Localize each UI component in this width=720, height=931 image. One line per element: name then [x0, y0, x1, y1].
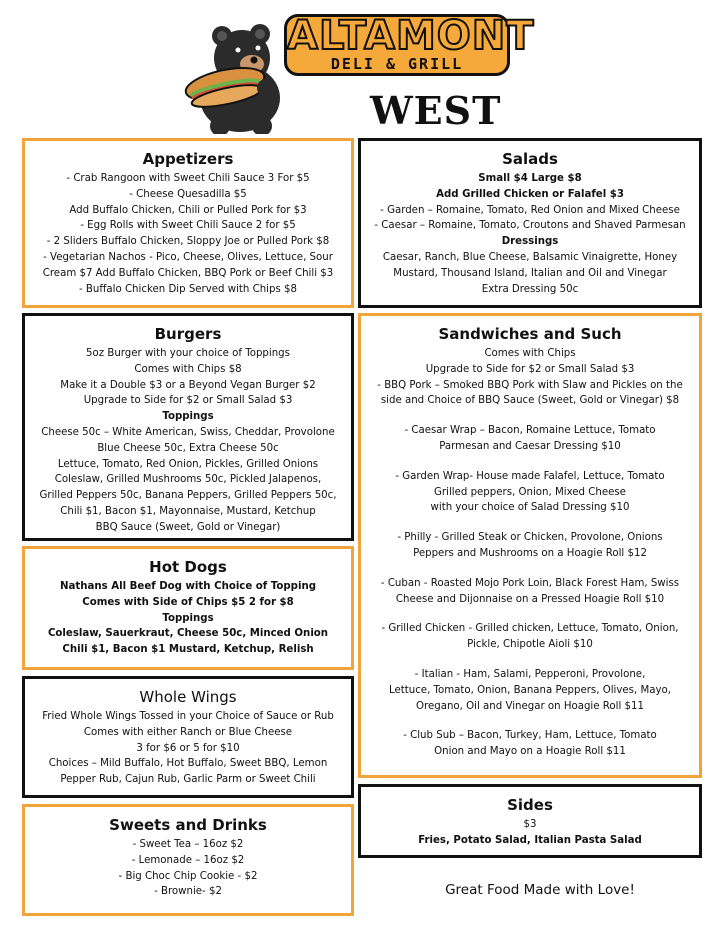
sandwich-item [361, 423, 699, 455]
menu-line: Parmesan and Caesar Dressing $10 [439, 440, 621, 452]
menu-line: - Big Choc Chip Cookie - $2 [118, 870, 258, 882]
menu-line: Add Buffalo Chicken, Chili or Pulled Pork for $3 [69, 204, 307, 216]
brand-name: ALTAMONT [287, 13, 535, 59]
menu-line: Nathans All Beef Dog with Choice of Topping [59, 581, 316, 592]
menu-line: Cheese 50c – White American, Swiss, Cheddar, Provolone [41, 426, 335, 438]
menu-line: Oregano, Oil and Vinegar on Hoagie Roll $11 [416, 700, 644, 712]
section-title: Salads [502, 150, 558, 168]
menu-line: Coleslaw, Grilled Mushrooms 50c, Pickled Jalapenos, [54, 474, 322, 486]
section-title: Appetizers [142, 150, 234, 168]
menu-line: - Garden – Romaine, Tomato, Red Onion and Mixed Cheese [380, 204, 680, 216]
menu-line: Comes with either Ranch or Blue Cheese [83, 726, 293, 738]
menu-line: Peppers and Mushrooms on a Hoagie Roll $12 [413, 547, 647, 559]
menu-line: Comes with Side of Chips $5 2 for $8 [82, 596, 294, 608]
dressings-title: Dressings [501, 236, 559, 248]
bear-mascot-icon [180, 18, 300, 134]
menu-line: Fried Whole Wings Tossed in your Choice of Sauce or Rub [42, 711, 334, 722]
menu-line: Extra Dressing 50c [481, 283, 579, 295]
salad-prices: Small $4 Large $8 [478, 173, 582, 184]
brand-location: WEST [370, 88, 502, 133]
menu-line: 3 for $6 or 5 for $10 [136, 742, 240, 754]
menu-line: - Caesar Wrap – Bacon, Romaine Lettuce, Tomato [404, 425, 656, 437]
salad-addon: Add Grilled Chicken or Falafel $3 [436, 188, 624, 200]
menu-line: - Grilled Chicken - Grilled chicken, Lettuce, Tomato, Onion, [381, 623, 679, 635]
menu-line: Chili $1, Bacon $1, Mayonnaise, Mustard, Ketchup [60, 505, 316, 517]
menu-line: - Vegetarian Nachos - Pico, Cheese, Olives, Lettuce, Sour [43, 251, 333, 263]
menu-line: Onion and Mayo on a Hoagie Roll $11 [434, 746, 626, 758]
menu-line: Comes with Chips [484, 348, 576, 359]
appetizers-section [22, 138, 354, 308]
sweets-section [22, 804, 354, 916]
menu-line: - 2 Sliders Buffalo Chicken, Sloppy Joe or Pulled Pork $8 [46, 236, 330, 248]
sandwich-item [361, 667, 699, 714]
hotdogs-section [22, 546, 354, 670]
menu-line: - Cheese Quesadilla $5 [129, 188, 247, 200]
menu-line: - Italian - Ham, Salami, Pepperoni, Provolone, [414, 668, 646, 680]
menu-line: - Garden Wrap- House made Falafel, Lettuce, Tomato [395, 470, 665, 482]
menu-line: Upgrade to Side for $2 or Small Salad $3 [83, 395, 293, 407]
toppings-title: Toppings [162, 612, 214, 624]
wings-section [22, 676, 354, 798]
menu-line: - Lemonade – 16oz $2 [131, 854, 245, 866]
section-title: Sandwiches and Such [438, 325, 622, 343]
menu-line: Caesar, Ranch, Blue Cheese, Balsamic Vinaigrette, Honey [382, 251, 678, 263]
menu-line: Grilled peppers, Onion, Mixed Cheese [434, 486, 626, 498]
menu-line: side and Choice of BBQ Sauce (Sweet, Gold or Vinegar) $8 [380, 395, 680, 407]
menu-line: - BBQ Pork – Smoked BBQ Pork with Slaw and Pickles on the [377, 379, 683, 391]
menu-line: Comes with Chips $8 [134, 363, 242, 375]
menu-line: - Caesar – Romaine, Tomato, Croutons and Shaved Parmesan [374, 220, 686, 232]
menu-line: - Philly - Grilled Steak or Chicken, Provolone, Onions [397, 532, 663, 544]
section-title: Hot Dogs [149, 558, 227, 576]
menu-line: with your choice of Salad Dressing $10 [430, 502, 630, 514]
menu-line: Pepper Rub, Cajun Rub, Garlic Parm or Sweet Chili [60, 774, 316, 786]
menu-line: Pickle, Chipotle Aioli $10 [467, 639, 593, 651]
sandwich-item [361, 576, 699, 608]
sandwich-item [361, 621, 699, 653]
sandwich-item [361, 530, 699, 562]
section-title: Sides [507, 796, 553, 814]
sandwich-item [361, 728, 699, 760]
menu-line: Lettuce, Tomato, Onion, Banana Peppers, Olives, Mayo, [388, 684, 671, 696]
menu-line: Upgrade to Side for $2 or Small Salad $3 [425, 363, 635, 375]
logo-header [180, 6, 535, 134]
menu-line: Grilled Peppers 50c, Banana Peppers, Grilled Peppers 50c, [39, 490, 337, 502]
menu-line: 5oz Burger with your choice of Toppings [86, 348, 290, 359]
section-title: Sweets and Drinks [109, 816, 267, 834]
menu-line: - Cuban - Roasted Mojo Pork Loin, Black Forest Ham, Swiss [380, 577, 680, 589]
sides-price: $3 [523, 819, 537, 830]
menu-line: BBQ Sauce (Sweet, Gold or Vinegar) [95, 521, 281, 533]
menu-line: - Buffalo Chicken Dip Served with Chips $8 [79, 283, 297, 295]
menu-line: Mustard, Thousand Island, Italian and Oil and Vinegar [393, 267, 667, 279]
menu-line: - Crab Rangoon with Sweet Chili Sauce 3 For $5 [66, 173, 310, 184]
sides-section [358, 784, 702, 858]
sides-items: Fries, Potato Salad, Italian Pasta Salad [418, 834, 642, 846]
toppings-title: Toppings [162, 411, 214, 423]
salads-section [358, 138, 702, 308]
menu-line: Lettuce, Tomato, Red Onion, Pickles, Grilled Onions [57, 458, 319, 470]
sandwich-item [361, 469, 699, 516]
tagline: Great Food Made with Love! [445, 882, 635, 898]
section-title: Whole Wings [139, 688, 237, 706]
menu-line: Blue Cheese 50c, Extra Cheese 50c [97, 442, 279, 454]
menu-line: Chili $1, Bacon $1 Mustard, Ketchup, Relish [62, 644, 314, 656]
section-title: Burgers [154, 325, 222, 343]
menu-line: Coleslaw, Sauerkraut, Cheese 50c, Minced Onion [47, 628, 329, 640]
burgers-section [22, 313, 354, 541]
sandwiches-section [358, 313, 702, 778]
menu-line: Cheese and Dijonnaise on a Pressed Hoagie Roll $10 [395, 593, 665, 605]
menu-line: - Egg Rolls with Sweet Chili Sauce 2 for $5 [80, 220, 296, 232]
menu-line: Make it a Double $3 or a Beyond Vegan Burger $2 [60, 379, 316, 391]
menu-line: - Club Sub – Bacon, Turkey, Ham, Lettuce, Tomato [403, 730, 657, 742]
menu-line: - Sweet Tea – 16oz $2 [132, 839, 244, 850]
menu-line: Choices – Mild Buffalo, Hot Buffalo, Sweet BBQ, Lemon [48, 758, 328, 770]
menu-line: Cream $7 Add Buffalo Chicken, BBQ Pork or Beef Chili $3 [42, 267, 334, 279]
brand-subtitle: DELI & GRILL [330, 55, 464, 73]
menu-line: - Brownie- $2 [154, 886, 222, 898]
logo-banner [284, 13, 535, 76]
